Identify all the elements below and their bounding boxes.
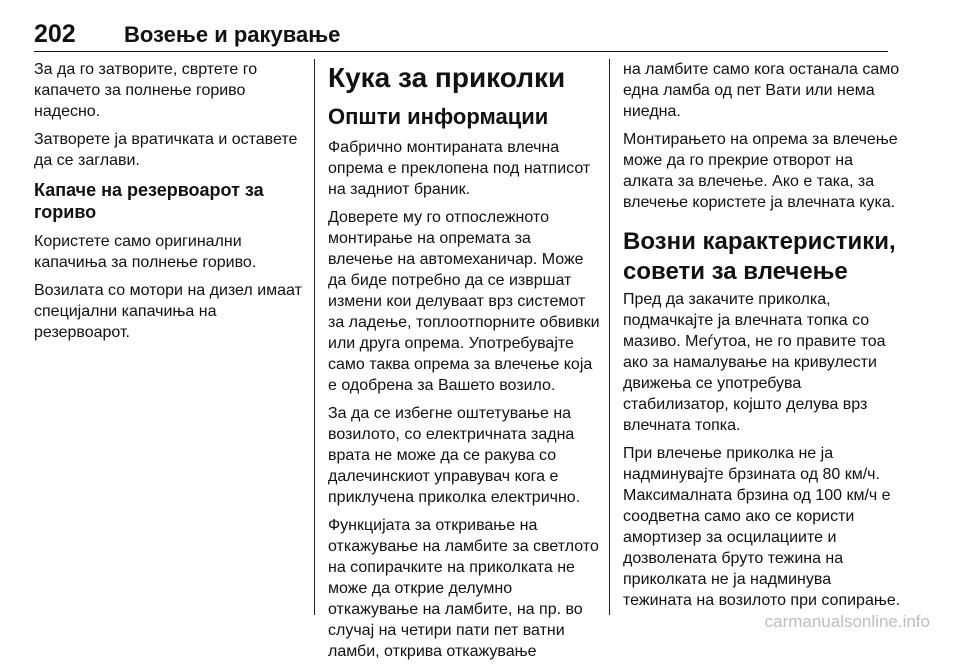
header-divider xyxy=(34,51,888,52)
page-header xyxy=(34,20,920,54)
paragraph: Затворете ја вратичката и оставете да се заглави. xyxy=(34,131,298,169)
paragraph: За да го затворите, свртете го капачето за полнење гориво надесно. xyxy=(34,61,258,120)
paragraph: Возилата со мотори на дизел имаат специјални капачиња на резервоарот. xyxy=(34,282,302,341)
page-number: 202 xyxy=(34,20,76,48)
watermark: carmanualsonline.info xyxy=(764,612,930,631)
column-middle xyxy=(328,59,600,669)
section-title: Кука за приколки xyxy=(328,62,566,93)
paragraph: При влечење приколка не ја надминувајте брзината од 80 км/ч. Максималната брзина од 100 км/ч е соодветна само ако се користи амортизер за осцилациите и дозволената бруто тежина на приколката не ја надминува тежината на возилото при сопирање. xyxy=(623,445,901,609)
column-left xyxy=(34,59,306,350)
subsection-title: Возни карактеристики, совети за влечење xyxy=(623,228,896,285)
chapter-title: Возење и ракување xyxy=(124,22,341,47)
paragraph: Фабрично монтираната влечна опрема е преклопена под натписот на задниот браник. xyxy=(328,139,591,198)
paragraph: Доверете му го отпослежното монтирање на опремата за влечење на автомеханичар. Може да биде потребно да се извршат измени кои делуваат врз системот за ладење, топлоотпорните обвивки или друга опрема. Употребувајте само таква опрема за влечење која е одобрена за Вашето возило. xyxy=(328,209,600,394)
column-divider xyxy=(609,59,610,615)
section-heading: Капаче на резервоарот за гориво xyxy=(34,180,264,222)
paragraph: Користете само оригинални капачиња за полнење гориво. xyxy=(34,233,257,271)
paragraph: Пред да закачите приколка, подмачкајте ја влечната топка со мазиво. Меѓутоа, не го правите тоа ако за намалување на кривулести движења се употребува стабилизатор, којшто делува врз влечната топка. xyxy=(623,291,886,434)
column-divider xyxy=(314,59,315,615)
subsection-title: Општи информации xyxy=(328,104,549,129)
paragraph: Монтирањето на опрема за влечење може да го прекрие отворот на алката за влечење. Ако е така, за влечење користете ја влечната кука. xyxy=(623,131,898,211)
paragraph: За да се избегне оштетување на возилото, со електричната задна врата не може да се ракува со далечинскиот управувач кога е приклучена приколка електрично. xyxy=(328,405,581,506)
paragraph: Функцијата за откривање на откажување на ламбите за светлото на сопирачките на приколката не може да открие делумно откажување на ламбите, на пр. во случај на четири пати пет ватни ламби, открива откажување xyxy=(328,517,599,660)
column-right xyxy=(623,59,903,618)
paragraph: на ламбите само кога останала само една ламба од пет Вати или нема ниедна. xyxy=(623,61,900,120)
